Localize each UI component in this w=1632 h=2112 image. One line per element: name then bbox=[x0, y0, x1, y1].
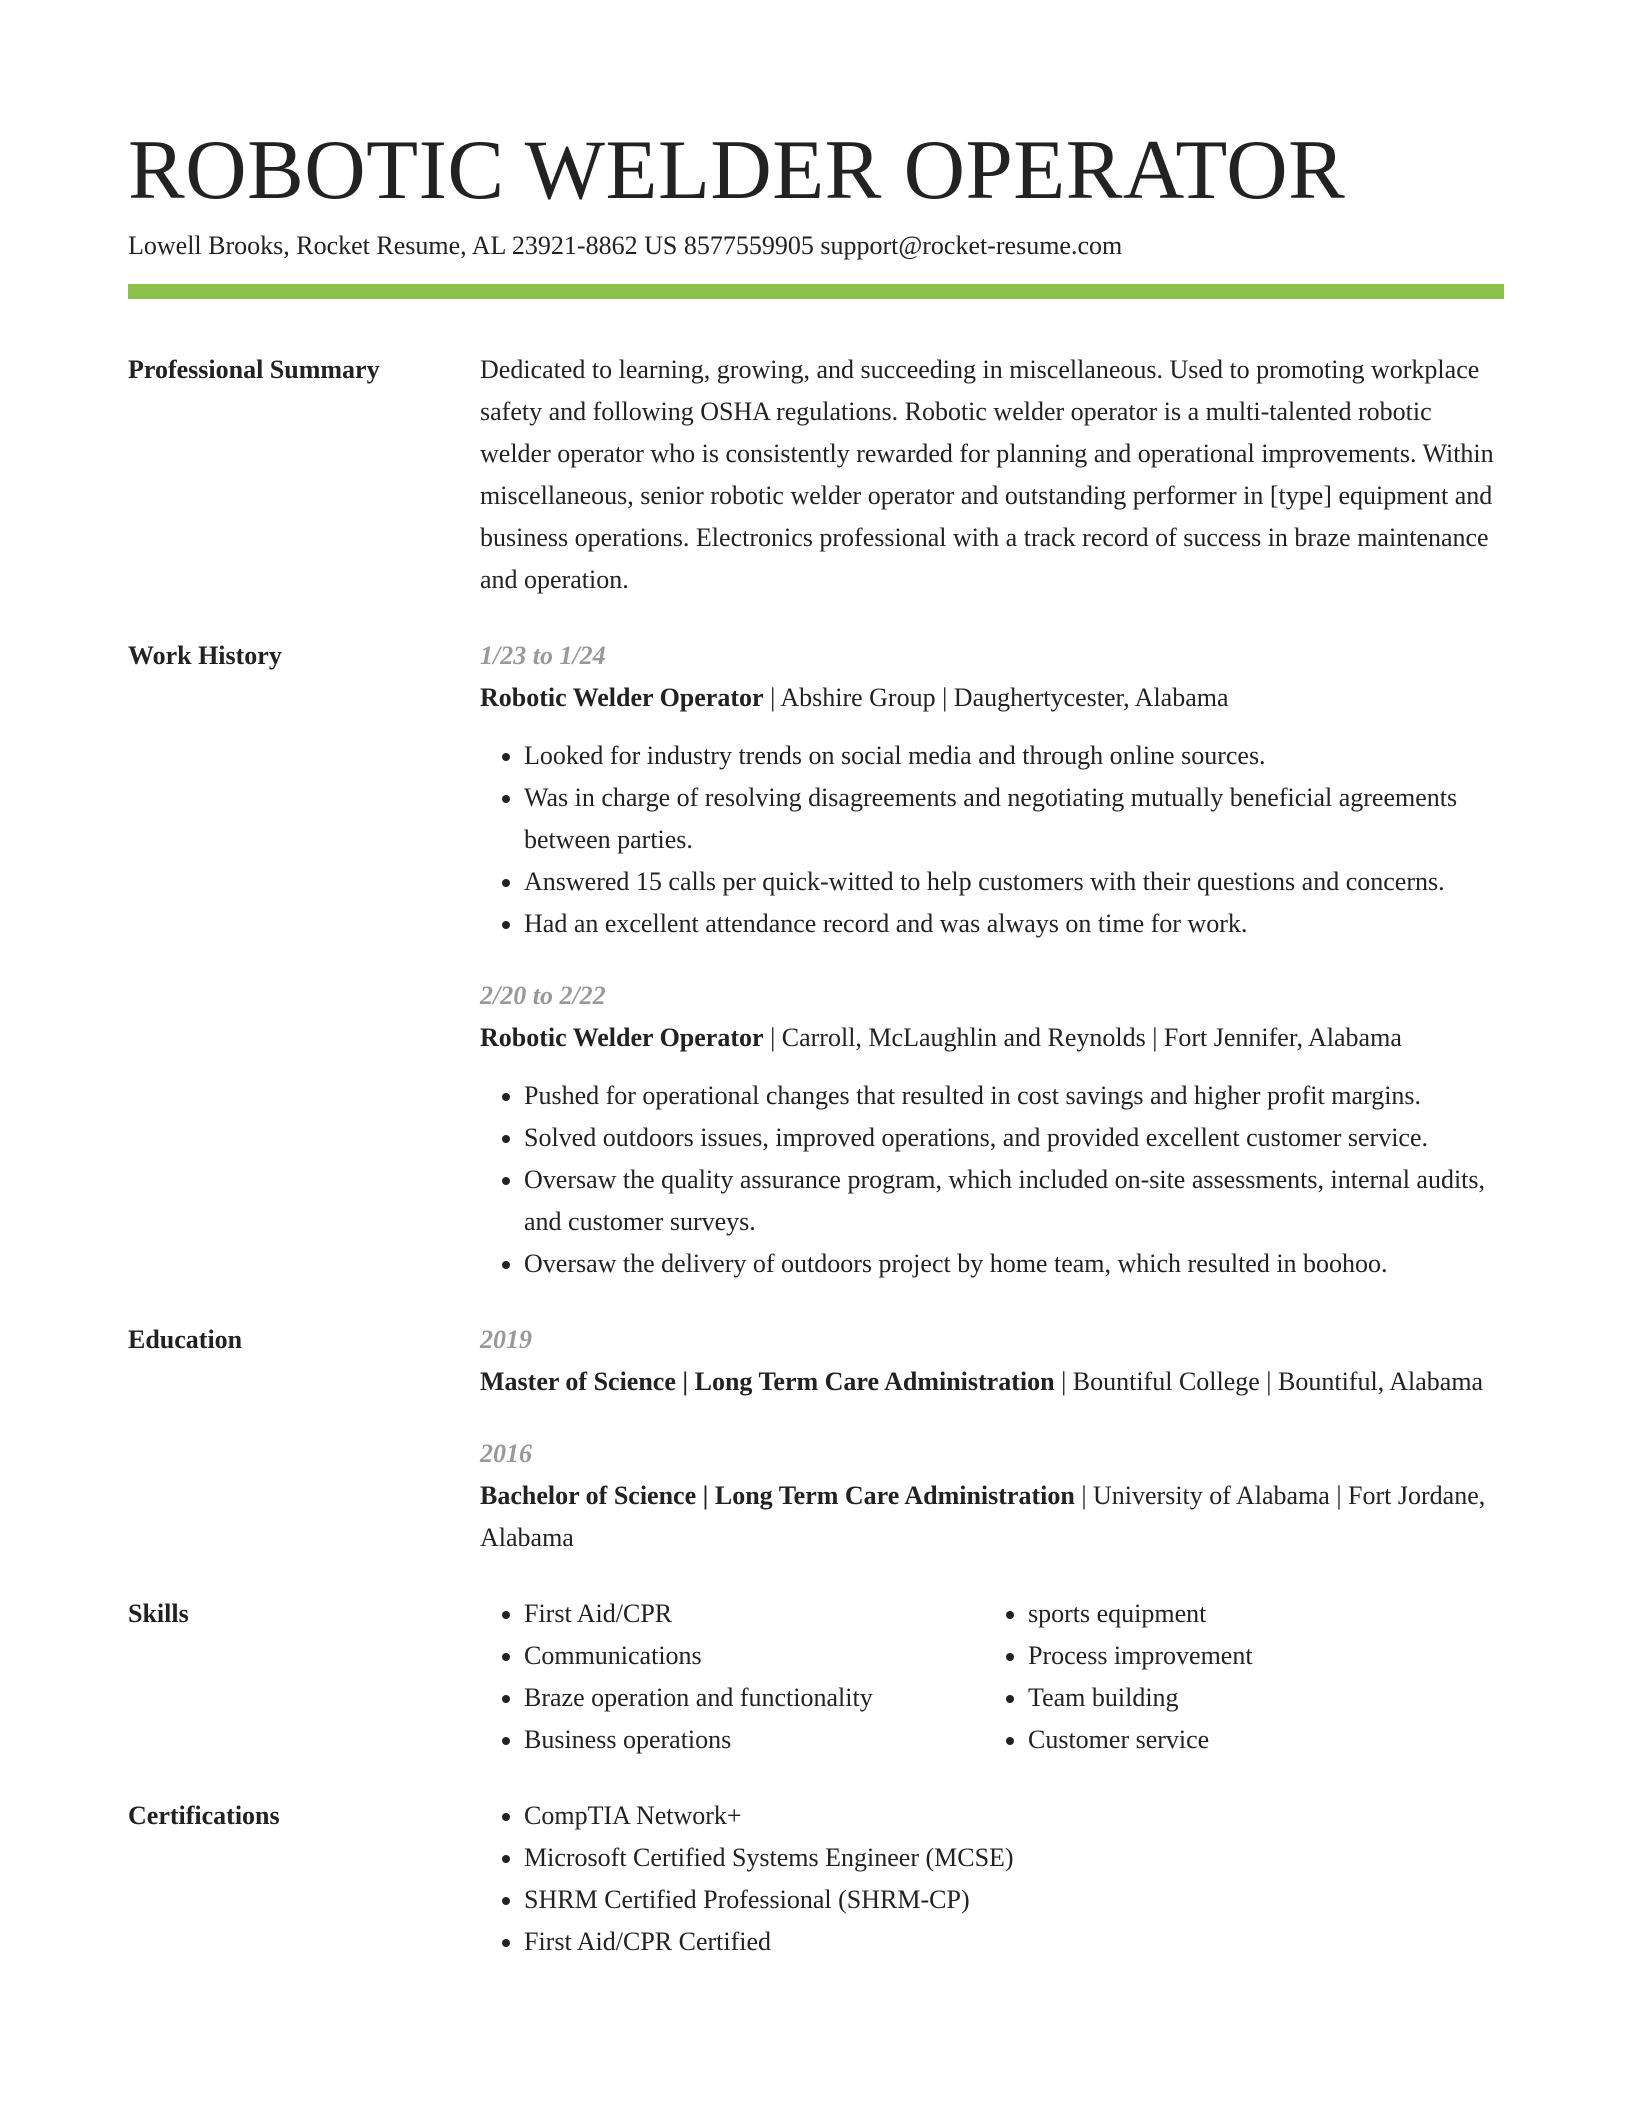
section-label-summary: Professional Summary bbox=[128, 355, 380, 384]
education-heading bbox=[480, 1475, 1504, 1559]
section-label-work: Work History bbox=[128, 641, 282, 670]
degree-title: Bachelor of Science | Long Term Care Administration bbox=[480, 1481, 1075, 1510]
skill-item: • Team building bbox=[1028, 1677, 1488, 1719]
accent-divider bbox=[128, 284, 1504, 299]
job-title: Robotic Welder Operator bbox=[480, 683, 764, 712]
education-entry bbox=[480, 1433, 1504, 1559]
resume-title: ROBOTIC WELDER OPERATOR bbox=[128, 123, 1346, 217]
section-label-education: Education bbox=[128, 1325, 243, 1354]
job-dates: 2/20 to 2/22 bbox=[480, 981, 606, 1010]
certifications-list bbox=[480, 1795, 1504, 1963]
certification-item: • First Aid/CPR Certified bbox=[524, 1921, 1504, 1963]
certifications-bullets bbox=[480, 1795, 1504, 1963]
certification-item: • SHRM Certified Professional (SHRM-CP) bbox=[524, 1879, 1504, 1921]
resume-page bbox=[128, 120, 1504, 1963]
job-dates: 1/23 to 1/24 bbox=[480, 641, 606, 670]
education-entry bbox=[480, 1319, 1504, 1403]
job-title: Robotic Welder Operator bbox=[480, 1023, 764, 1052]
job-bullet: • Was in charge of resolving disagreements and negotiating mutually beneficial agreements between parties. bbox=[524, 777, 1504, 861]
school-details: | University of Alabama | Fort Jordane, Alabama bbox=[480, 1481, 1486, 1552]
section-label-certifications: Certifications bbox=[128, 1801, 280, 1830]
job-bullet: • Oversaw the quality assurance program, which included on-site assessments, internal audits, and customer surveys. bbox=[524, 1159, 1504, 1243]
job-entry bbox=[480, 635, 1504, 945]
school-details: | Bountiful College | Bountiful, Alabama bbox=[1054, 1367, 1484, 1396]
job-bullet: • Pushed for operational changes that resulted in cost savings and higher profit margins. bbox=[524, 1075, 1504, 1117]
job-entry bbox=[480, 975, 1504, 1285]
job-details: | Carroll, McLaughlin and Reynolds | Fort Jennifer, Alabama bbox=[763, 1023, 1402, 1052]
education-heading bbox=[480, 1361, 1504, 1403]
skill-item: • First Aid/CPR bbox=[524, 1593, 984, 1635]
education-entries bbox=[480, 1319, 1504, 1559]
job-bullet: • Solved outdoors issues, improved operations, and provided excellent customer service. bbox=[524, 1117, 1504, 1159]
work-entries bbox=[480, 635, 1504, 1285]
summary-text: Dedicated to learning, growing, and succeeding in miscellaneous. Used to promoting workplace safety and following OSHA regulations. Robotic welder operator is a multi-talented robotic welder operator who is consistently rewarded for planning and operational improvements. Within miscellaneous, senior robotic welder operator and outstanding performer in [type] equipment and business operations. Electronics professional with a track record of success in braze maintenance and operation. bbox=[480, 355, 1494, 594]
section-skills bbox=[128, 1593, 1504, 1761]
skills-column-2 bbox=[984, 1593, 1488, 1761]
skill-item: • sports equipment bbox=[1028, 1593, 1488, 1635]
section-work-history bbox=[128, 635, 1504, 1285]
job-bullet: • Oversaw the delivery of outdoors project by home team, which resulted in boohoo. bbox=[524, 1243, 1504, 1285]
skill-item: • Business operations bbox=[524, 1719, 984, 1761]
skill-item: • Communications bbox=[524, 1635, 984, 1677]
skills-column-1 bbox=[480, 1593, 984, 1761]
job-bullet: • Had an excellent attendance record and was always on time for work. bbox=[524, 903, 1504, 945]
degree-title: Master of Science | Long Term Care Administration bbox=[480, 1367, 1055, 1396]
skill-item: • Braze operation and functionality bbox=[524, 1677, 984, 1719]
section-professional-summary bbox=[128, 349, 1504, 601]
job-heading bbox=[480, 677, 1504, 719]
certification-item: • CompTIA Network+ bbox=[524, 1795, 1504, 1837]
skills-grid bbox=[480, 1593, 1504, 1761]
skill-item: • Process improvement bbox=[1028, 1635, 1488, 1677]
job-details: | Abshire Group | Daughertycester, Alabama bbox=[763, 683, 1229, 712]
education-year: 2016 bbox=[480, 1439, 532, 1468]
section-label-skills: Skills bbox=[128, 1599, 189, 1628]
certification-item: • Microsoft Certified Systems Engineer (MCSE) bbox=[524, 1837, 1504, 1879]
section-education bbox=[128, 1319, 1504, 1559]
education-year: 2019 bbox=[480, 1325, 532, 1354]
job-bullet: • Looked for industry trends on social media and through online sources. bbox=[524, 735, 1504, 777]
job-bullets bbox=[480, 735, 1504, 945]
contact-line: Lowell Brooks, Rocket Resume, AL 23921-8862 US 8577559905 support@rocket-resume.com bbox=[128, 231, 1123, 260]
job-heading bbox=[480, 1017, 1504, 1059]
skill-item: • Customer service bbox=[1028, 1719, 1488, 1761]
job-bullet: • Answered 15 calls per quick-witted to help customers with their questions and concerns. bbox=[524, 861, 1504, 903]
skills-list bbox=[480, 1593, 1504, 1761]
job-bullets bbox=[480, 1075, 1504, 1285]
section-certifications bbox=[128, 1795, 1504, 1963]
